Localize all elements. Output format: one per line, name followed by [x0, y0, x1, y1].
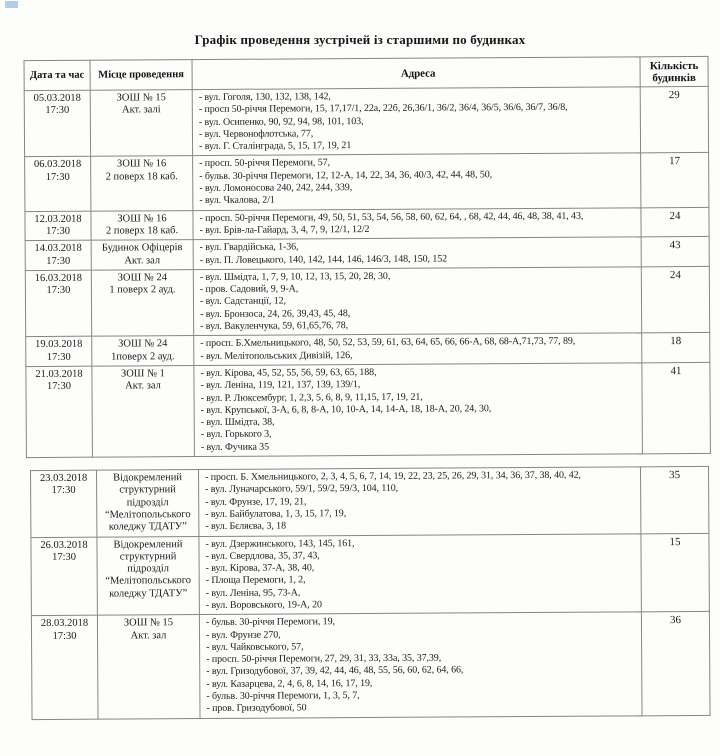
venue-line: ЗОШ № 15	[123, 617, 174, 629]
address-line: - вул. Воровського, 19-А, 20	[205, 599, 322, 611]
date-text: 26.03.2018	[40, 539, 88, 551]
table-row	[25, 266, 709, 337]
address-cell	[193, 237, 641, 269]
address-line: - вул. Шмідта, 38,	[200, 416, 275, 429]
count-cell: 29	[640, 86, 708, 153]
time-text: 17:30	[46, 255, 71, 267]
venue-line: Відокремлений структурний підрозділ “Мелітопольського коледжу ТДАТУ”	[105, 538, 192, 600]
address-line: - вул. Леніна, 119, 121, 137, 139, 139/1,	[200, 379, 361, 392]
address-line: - вул. Гвардійська, 1-36,	[199, 241, 299, 254]
header-cell-address: Адреса	[192, 57, 640, 90]
venue-line: 2 поверх 18 каб.	[105, 225, 179, 237]
address-line: - вул. Бєляєва, 3, 18	[205, 520, 287, 533]
count-cell: 18	[642, 333, 710, 363]
date-cell	[25, 240, 91, 270]
address-line: - вул. Дзержинського, 143, 145, 161,	[205, 537, 355, 550]
venue-line: 1поверх 2 ауд.	[111, 350, 175, 363]
venue-line: ЗОШ № 15	[116, 92, 166, 104]
date-text: 14.03.2018	[34, 243, 82, 255]
venue-line: Акт. зал	[124, 254, 161, 267]
address-line: - вул. Гоголя, 130, 132, 138, 142,	[198, 91, 331, 104]
address-line: - просп. 50-річчя Перемоги, 49, 50, 51, 53, 54, 56, 58, 60, 62, 64, , 68, 42, 44, 46, 48, 38, 41, 43,	[199, 210, 584, 224]
venue-line: Акт. зал	[125, 380, 161, 392]
table-row	[31, 533, 709, 616]
address-line: - вул. Казарцева, 2, 4, 6, 8, 14, 16, 17, 19,	[206, 677, 373, 690]
address-line: - Площа Перемоги, 1, 2,	[205, 574, 306, 587]
header-cell-venue: Місце проведення	[90, 60, 192, 91]
venue-line: Відокремлений структурний підрозділ “Мелітопольського коледжу ТДАТУ”	[104, 472, 191, 533]
count-cell: 15	[641, 533, 709, 612]
address-cell	[193, 267, 641, 336]
time-text: 17:30	[45, 171, 70, 183]
address-line: - вул. Свердлова, 35, 37, 43,	[205, 550, 320, 562]
venue-cell	[90, 90, 192, 157]
address-line: - вул. Байбулатова, 1, 3, 15, 17, 19,	[205, 508, 347, 520]
address-line: - вул. Луначарського, 59/1, 59/2, 59/3, 104, 110,	[205, 483, 399, 496]
count-cell: 35	[641, 466, 709, 533]
address-cell	[199, 612, 642, 718]
venue-cell	[91, 269, 193, 336]
date-cell	[25, 157, 91, 212]
date-text: 28.03.2018	[40, 617, 89, 630]
header-row	[24, 56, 708, 90]
date-cell	[25, 270, 91, 337]
address-cell	[199, 467, 641, 536]
venue-line: ЗОШ № 16	[117, 212, 167, 225]
time-text: 17:30	[52, 551, 77, 563]
venue-cell	[97, 536, 199, 615]
date-cell	[26, 366, 93, 457]
date-text: 05.03.2018	[33, 92, 81, 105]
address-line: - вул. Вакуленчука, 59, 61,65,76, 78,	[200, 320, 349, 333]
address-cell	[199, 533, 641, 614]
venue-cell	[91, 156, 193, 211]
count-cell: 17	[641, 153, 709, 208]
venue-cell	[92, 336, 194, 366]
date-text: 19.03.2018	[35, 339, 83, 351]
table-row	[25, 237, 709, 271]
address-line: - вул. Фучика 35	[200, 441, 270, 453]
header-cell-count: Кількість будинків	[640, 56, 708, 86]
address-cell	[194, 363, 643, 457]
venue-cell	[91, 240, 193, 270]
venue-cell	[92, 366, 195, 458]
date-text: 06.03.2018	[33, 159, 82, 171]
address-line: - вул. Мелітопольських Дивізій, 126,	[200, 349, 353, 362]
address-line: - просп. Б. Хмельницького, 2, 3, 4, 5, 6, 7, 14, 19, 22, 23, 25, 26, 29, 31, 34, 36, 37, 38, 40, 42,	[205, 469, 581, 484]
address-line: - бульв. 30-річчя Перемоги, 12, 12-А, 14, 22, 34, 36, 40/3, 42, 44, 48, 50,	[199, 169, 493, 182]
address-line: - вул. Гризодубової, 37, 39, 42, 44, 46, 48, 55, 56, 60, 62, 64, 66,	[206, 664, 464, 678]
table-row	[26, 333, 710, 367]
count-cell: 36	[641, 612, 710, 716]
scan-artifact-mark	[5, 1, 18, 8]
address-line: - просп. Б.Хмельницького, 48, 50, 52, 53, 59, 61, 63, 64, 65, 66, 66-А, 68, 68-А,71,73, 77, 89,	[200, 336, 576, 350]
address-cell	[193, 153, 641, 210]
date-cell	[26, 337, 92, 367]
table-body-1	[24, 86, 710, 457]
schedule-table-2	[30, 466, 711, 720]
date-cell	[25, 211, 91, 241]
address-line: - просп. 50-річчя Перемоги, 27, 29, 31, 33, 33а, 35, 37,39,	[206, 652, 442, 666]
address-line: - вул. Садстанції, 12,	[199, 295, 286, 308]
time-text: 17:30	[46, 284, 71, 297]
count-cell: 24	[641, 266, 709, 333]
address-line: - вул. Кірова, 37-А, 38, 40,	[205, 562, 315, 575]
venue-line: ЗОШ № 1	[120, 368, 165, 380]
address-line: - просп 50-річчя Перемоги, 15, 17,17/1, 22а, 22б, 26,36/1, 36/2, 36/4, 36/5, 36/6, 36/7, 36/8,	[198, 102, 568, 116]
date-text: 23.03.2018	[39, 472, 88, 485]
table-row	[25, 207, 709, 241]
address-cell	[193, 208, 641, 240]
date-text: 21.03.2018	[35, 368, 83, 380]
date-cell	[24, 90, 90, 157]
address-line: - вул. Ломоносова 240, 242, 244, 339,	[199, 182, 353, 195]
address-line: - вул. Червонофлотська, 77,	[198, 128, 314, 140]
time-text: 17:30	[52, 630, 77, 642]
address-line: - бульв. 30-річчя Перемоги, 19,	[205, 616, 335, 629]
venue-line: ЗОШ № 16	[117, 158, 167, 171]
time-text: 17:30	[51, 485, 76, 497]
table-row	[31, 612, 710, 720]
venue-line: ЗОШ № 24	[117, 272, 167, 284]
date-cell	[31, 615, 98, 719]
table-row	[31, 466, 709, 537]
address-line: - вул. Шмідта, 1, 7, 9, 10, 12, 13, 15, 20, 28, 30,	[199, 270, 391, 283]
schedule-table-1	[24, 56, 711, 458]
address-line: - пров. Садовий, 9, 9-А,	[199, 283, 299, 296]
page-title: Графік проведення зустрічей із старшими по будинках	[194, 32, 526, 47]
count-cell: 43	[641, 237, 709, 267]
table-body-2	[31, 466, 711, 719]
address-line: - вул. Осипенко, 90, 92, 94, 98, 101, 103,	[198, 115, 364, 128]
venue-line: Акт. зал	[130, 629, 167, 642]
venue-line: 2 поверх 18 каб.	[105, 170, 178, 183]
table-row	[24, 86, 708, 157]
address-line: - вул. Чайковського, 57,	[206, 641, 304, 653]
address-line: - вул. П. Ловецького, 140, 142, 144, 146, 146/3, 148, 150, 152	[199, 253, 448, 266]
address-line: - вул. Фрунзе, 17, 19, 21,	[205, 495, 307, 508]
scan-tilt-wrapper	[0, 56, 720, 720]
address-line: - вул. Бронзоса, 24, 26, 39,43, 45, 48,	[200, 307, 351, 320]
header-cell-date: Дата та час	[24, 60, 90, 90]
time-text: 17:30	[47, 381, 71, 393]
table-row	[25, 153, 709, 211]
address-line: - бульв. 30-річчя Перемоги, 1, 3, 5, 7,	[206, 690, 360, 703]
venue-cell	[97, 470, 199, 537]
address-line: - вул. Крупської, 3-А, 6, 8, 8-А, 10, 10-А, 14, 14-А, 18, 18-А, 20, 24, 30,	[200, 403, 492, 416]
address-line: - вул. Горького 3,	[200, 429, 272, 441]
address-line: - вул. Кірова, 45, 52, 55, 56, 59, 63, 65, 188,	[200, 366, 377, 379]
count-cell: 41	[642, 362, 711, 453]
address-line: - вул. Брів-ла-Гайард, 3, 4, 7, 9, 12/1, 12/2	[199, 223, 370, 236]
date-text: 12.03.2018	[34, 213, 82, 225]
venue-line: 1 поверх 2 ауд.	[109, 284, 176, 296]
date-text: 16.03.2018	[34, 272, 83, 284]
date-cell	[31, 537, 97, 616]
address-cell	[194, 333, 642, 365]
table-header	[24, 56, 708, 90]
address-line: - вул. Леніна, 95, 73-А,	[205, 587, 301, 599]
table-row	[26, 362, 711, 457]
address-line: - пров. Гризодубової, 50	[206, 702, 307, 715]
venue-cell	[91, 210, 193, 240]
address-line: - просп. 50-річчя Перемоги, 57,	[199, 157, 330, 170]
time-text: 17:30	[45, 105, 70, 117]
address-cell	[192, 87, 640, 156]
address-line: - вул. Чкалова, 2/1	[199, 194, 275, 207]
address-line: - вул. Р. Люксембург, 1, 2,3, 5, 6, 8, 9, 11,15, 17, 19, 21,	[200, 391, 423, 404]
venue-line: ЗОШ № 24	[118, 338, 168, 350]
venue-line: Будинок Офіцерів	[101, 242, 183, 254]
time-text: 17:30	[46, 225, 71, 237]
date-cell	[31, 470, 97, 537]
count-cell: 24	[641, 207, 709, 237]
venue-line: Акт. залі	[121, 104, 161, 116]
venue-cell	[97, 615, 200, 719]
address-line: - вул. Г. Сталінграда, 5, 15, 17, 19, 21	[199, 140, 352, 153]
address-line: - вул. Фрунзе 270,	[205, 629, 281, 641]
time-text: 17:30	[46, 351, 71, 363]
